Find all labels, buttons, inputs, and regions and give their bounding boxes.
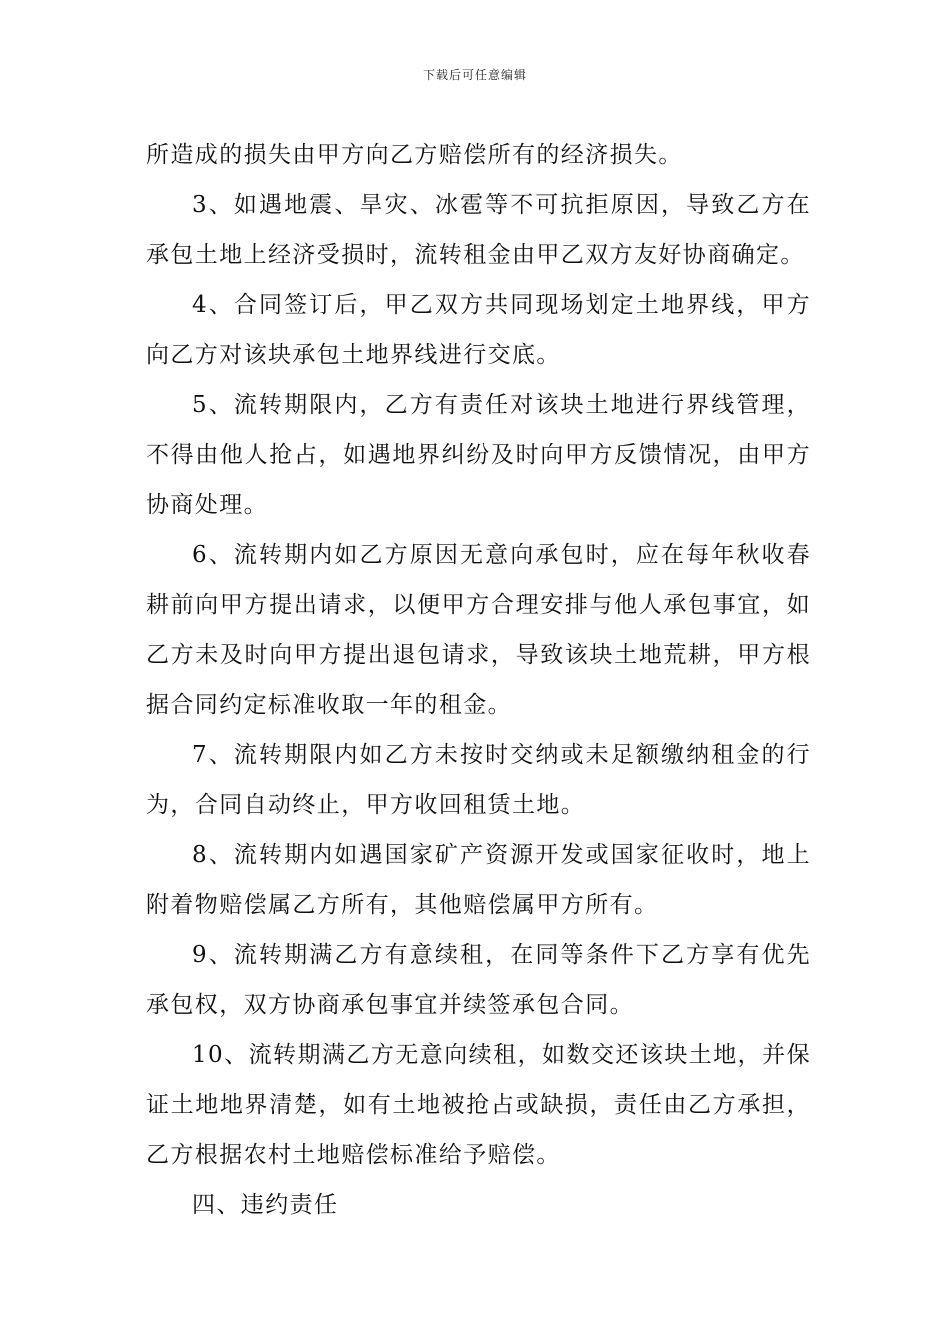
paragraph-continuation: 所造成的损失由甲方向乙方赔偿所有的经济损失。 [146, 142, 683, 168]
clause-6: 6、流转期内如乙方原因无意向承包时，应在每年秋收春耕前向甲方提出请求，以便甲方合理安排与他人承包事宜，如乙方未及时向甲方提出退包请求，导致该块土地荒耕，甲方根据合同约定标准收取一年的租金。 [146, 542, 811, 718]
section-heading-breach-liability: 四、违约责任 [192, 1192, 339, 1218]
clause-9: 9、流转期满乙方有意续租，在同等条件下乙方享有优先承包权，双方协商承包事宜并续签承包合同。 [146, 942, 811, 1018]
contract-body [146, 130, 811, 1230]
page-header: 下载后可任意编辑 [422, 68, 527, 82]
clause-8: 8、流转期内如遇国家矿产资源开发或国家征收时，地上附着物赔偿属乙方所有，其他赔偿属甲方所有。 [146, 842, 811, 918]
clause-5: 5、流转期限内，乙方有责任对该块土地进行界线管理，不得由他人抢占，如遇地界纠纷及时向甲方反馈情况，由甲方协商处理。 [146, 392, 811, 518]
clause-10: 10、流转期满乙方无意向续租，如数交还该块土地，并保证土地地界清楚，如有土地被抢占或缺损，责任由乙方承担，乙方根据农村土地赔偿标准给予赔偿。 [146, 1042, 811, 1168]
clause-7: 7、流转期限内如乙方未按时交纳或未足额缴纳租金的行为，合同自动终止，甲方收回租赁土地。 [146, 742, 811, 818]
clause-3: 3、如遇地震、旱灾、冰雹等不可抗拒原因，导致乙方在承包土地上经济受损时，流转租金由甲乙双方友好协商确定。 [146, 192, 811, 268]
clause-4: 4、合同签订后，甲乙双方共同现场划定土地界线，甲方向乙方对该块承包土地界线进行交底。 [146, 292, 811, 368]
